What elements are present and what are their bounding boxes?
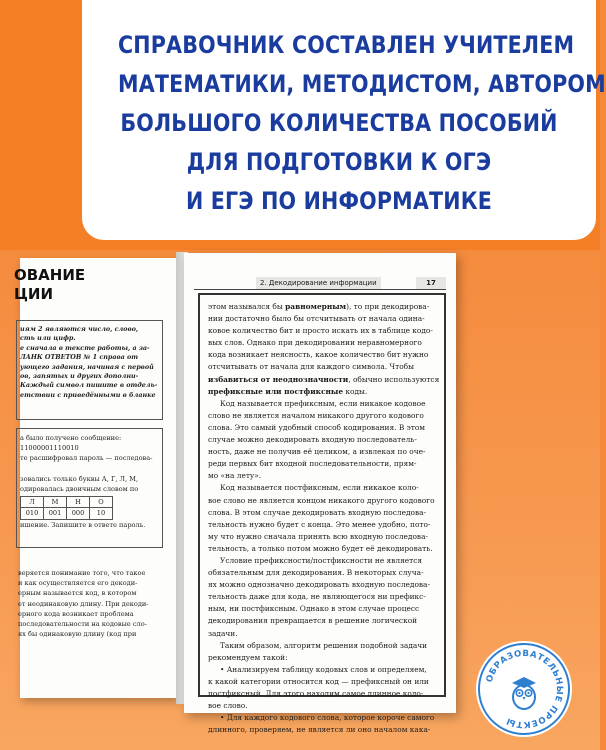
text-line: иям 2 являются число, слово, [20,325,139,333]
text-line: вое слово не является концом никакого другого кодового [208,495,435,505]
code-table-header: Н [67,497,90,508]
text-line: постфиксный. Для этого находим самое длинное кодо- [208,689,424,698]
book-left-page [14,258,178,698]
bold-term: префиксные или постфиксные [208,386,344,396]
text-line: последовательности на кодовые сло- [18,620,147,629]
text-line: сть или цифр. [20,334,76,343]
text-line: етствии с приведёнными в бланке [20,390,156,399]
text-line: и как осуществляется его декоди- [18,579,138,588]
text-line: • Для каждого кодового слова, которое короче самого [220,713,435,723]
book-right-page [184,253,456,735]
text-line: декодирования превращается в решение логической [208,616,418,626]
text-line: ующего задания, начиная с первой [20,362,154,371]
text-line: кода возникает неясность, какое количество бит нужно [208,350,429,360]
text-line: му что нужно сначала принять всю входную последова- [208,531,428,541]
headline-line: СПРАВОЧНИК СОСТАВЛЕН УЧИТЕЛЕМ [117,31,575,59]
text-line: ерного кода возникает проблема [18,609,134,618]
text-line: е сначала в тексте работы, а за- [20,343,150,352]
text-line: ность, даже не получив её целиком, а извлекая по оче- [208,447,426,457]
text-line: ях бы одинаковую длину (код при [18,630,137,639]
text-line: 11000001110010 [20,444,79,453]
logo-text: ОБРАЗОВАТЕЛЬНЫЕ ПРОЕКТЫ [484,648,565,730]
text-line: реди первых бит входной последовательности, прям- [208,459,417,469]
example-task-box [16,428,163,548]
text-line: Таким образом, алгоритм решения подобной задачи [220,640,428,650]
page-number: 17 [416,277,446,289]
task-instructions-box [16,320,163,420]
text-line: ерным называется код, в котором [18,589,137,598]
bold-term: избавиться от неоднозначности [208,374,349,384]
text-line: веряется понимание того, что такое [18,569,146,577]
text-line: ковое количество бит и просто искать их в таблице кодо- [208,326,433,336]
code-table-cell: 10 [90,508,113,519]
text-line: • Анализируем таблицу кодовых слов и определяем, [220,664,427,674]
text-line: слова. В этом случае декодировать входную последова- [208,507,427,517]
text-line: Каждый символ пишите в отдель- [20,381,158,390]
code-table-header: Л [21,497,44,508]
code-table-cell: 001 [44,508,67,519]
text-line: случае можно декодировать входную последователь- [208,435,417,445]
headline-line: БОЛЬШОГО КОЛИЧЕСТВА ПОСОБИЙ [120,109,558,137]
headline-line: ДЛЯ ПОДГОТОВКИ К ОГЭ [186,148,492,176]
text-line [20,464,159,474]
text-line: а было получено сообщение: [20,434,122,442]
text-line: те расшифровал пароль — последова- [20,454,153,463]
text-line: нии достаточно было бы отсчитывать от начала одина- [208,314,425,324]
chapter-title: 2. Декодирование информации [256,277,381,289]
text-line: вое слово. [208,701,248,711]
publisher-logo-mark [476,641,572,737]
text-line: Код называется постфиксным, если никакое коло- [220,483,419,493]
text-line: ов, запятых и других дополни- [20,372,139,381]
text-line: ЛАНК ОТВЕТОВ № 1 справа от [20,353,139,362]
headline-line: МАТЕМАТИКИ, МЕТОДИСТОМ, АВТОРОМ [117,70,606,98]
text-line: слово не является началом никакого другого кодового [208,410,424,420]
text-line: Код называется префиксным, если никакое кодовое [220,398,426,408]
text-line: отсчитывать от начала для каждого символа. Чтобы [208,362,415,372]
text-line: обязательным для декодирования. В некоторых случа- [208,568,424,578]
headline [117,26,606,221]
text-line: задачи. [208,628,238,638]
code-table-header: М [44,497,67,508]
text-line: тельность, а только потом можно будет её декодировать. [208,543,433,553]
text-line: этом назывался бы равномерным), то при декодирова- [208,302,430,311]
text-line: ет неодинаковую длину. При декоди- [18,599,149,608]
text-line: тельность нужно будет с конца. Это менее удобно, пото- [208,519,431,529]
bold-term: равномерным [285,302,347,311]
text-line: длинного, проверяем, не является ли оно началом кака- [208,725,431,735]
text-line: одировалась двоичным словом по [20,485,139,494]
text-line: к какой категории относится код — префиксный он или [208,676,429,686]
left-page-body [18,568,168,639]
text-line: тельность даже для кода, не являющегося ни префикс- [208,592,426,602]
running-header [194,277,446,290]
text-line: ях можно однозначно декодировать входную последова- [208,580,430,590]
text-line: избавиться от неоднозначности, обычно используются [208,374,440,384]
text-line: ишение. Запишите в ответе пароль. [20,520,146,529]
text-line: ным, ни постфиксным. Однако в этом случае процесс [208,604,420,614]
text-line: рекомендуем такой: [208,652,288,662]
text-line: слова. Это самый удобный способ кодирования. В этом [208,422,426,432]
text-line: Условие префиксности/постфиксности не является [220,555,422,565]
code-table-cell: 000 [67,508,90,519]
left-title-line: ЦИИ [14,285,54,303]
code-table-cell: 010 [21,508,44,519]
text-line: вых слов. Однако при декодировании неравномерного [208,338,422,348]
left-title-line: ОВАНИЕ [14,266,86,284]
code-table [20,496,113,519]
text-line: префиксные или постфиксные коды. [208,386,368,396]
text-line: зовались только буквы А, Г, Л, М, [20,474,139,483]
right-page-text-frame [198,293,446,735]
code-table-header: О [90,497,113,508]
publisher-logo [476,641,572,737]
headline-line: И ЕГЭ ПО ИНФОРМАТИКЕ [185,187,493,215]
left-page-title [14,266,184,304]
text-line: мо «на лету». [208,471,262,481]
